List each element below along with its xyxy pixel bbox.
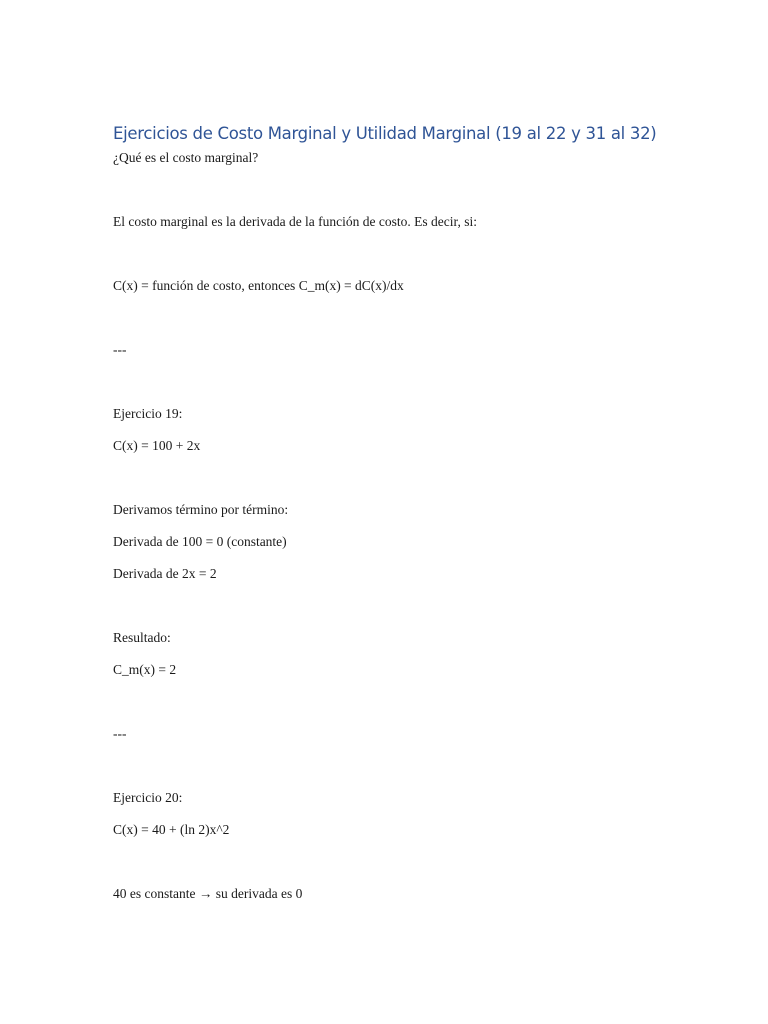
text-line: Derivada de 100 = 0 (constante) bbox=[113, 534, 287, 549]
separator-line: --- bbox=[113, 342, 127, 357]
text-line: El costo marginal es la derivada de la función de costo. Es decir, si: bbox=[113, 214, 477, 229]
document-title: Ejercicios de Costo Marginal y Utilidad Marginal (19 al 22 y 31 al 32) bbox=[113, 124, 657, 143]
text-line: ¿Qué es el costo marginal? bbox=[113, 150, 259, 165]
text-line: Derivamos término por término: bbox=[113, 502, 289, 517]
text-line: 40 es constante → su derivada es 0 bbox=[113, 886, 303, 901]
exercise-heading: Ejercicio 20: bbox=[113, 790, 183, 805]
exercise-heading: Ejercicio 19: bbox=[113, 406, 183, 421]
text-line: C(x) = 100 + 2x bbox=[113, 438, 201, 453]
text-line: Resultado: bbox=[113, 630, 171, 645]
text-line: C(x) = 40 + (ln 2)x^2 bbox=[113, 822, 230, 837]
text-line: C_m(x) = 2 bbox=[113, 662, 177, 677]
separator-line: --- bbox=[113, 726, 127, 741]
text-line: C(x) = función de costo, entonces C_m(x) = dC(x)/dx bbox=[113, 278, 404, 293]
text-line: Derivada de 2x = 2 bbox=[113, 566, 217, 581]
